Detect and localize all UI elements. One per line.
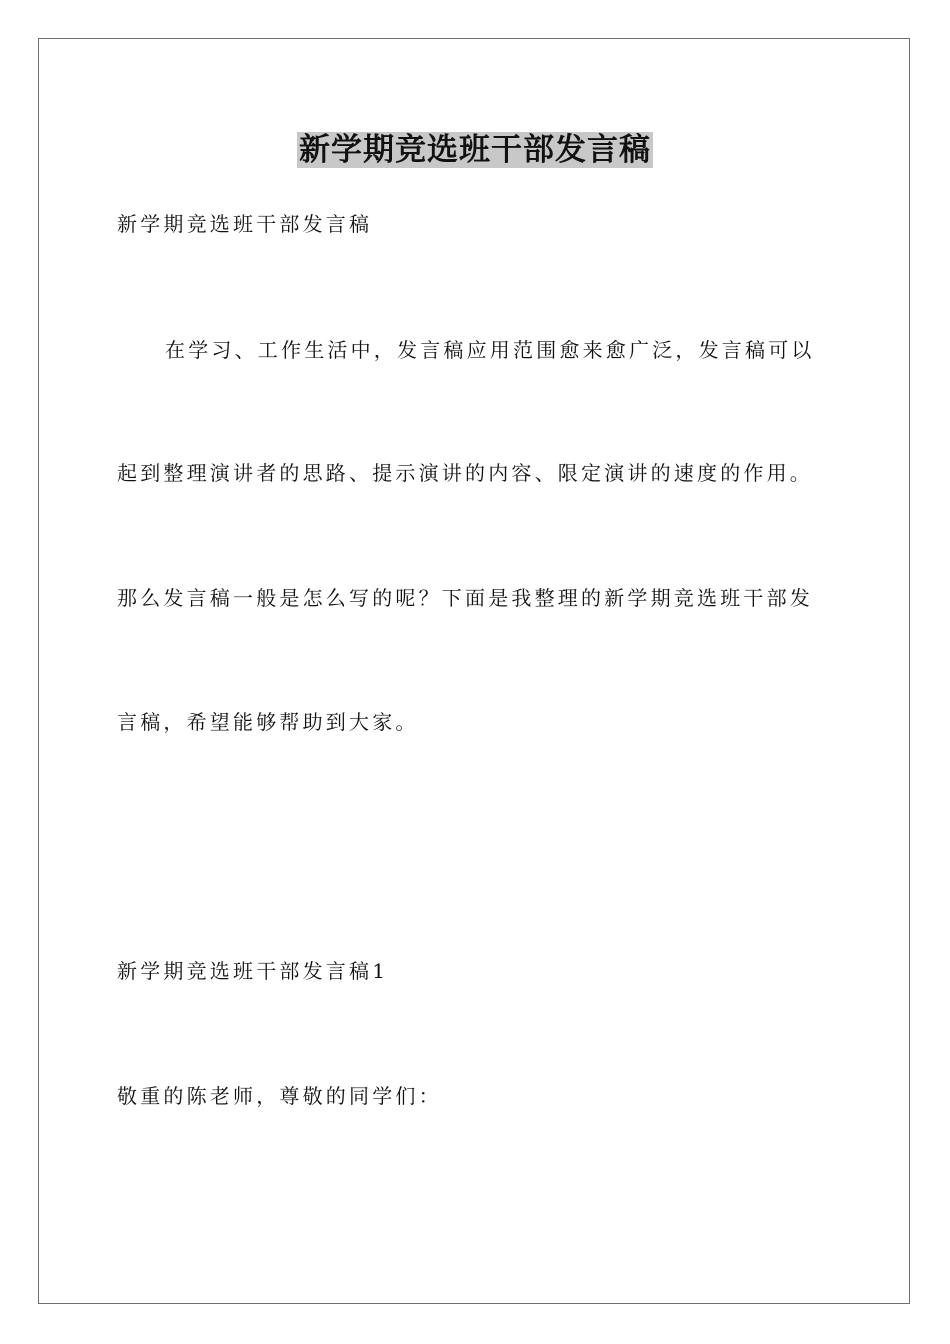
intro-line-1: 在学习、工作生活中，发言稿应用范围愈来愈广泛，发言稿可以 [165,338,815,362]
intro-line-3: 那么发言稿一般是怎么写的呢？下面是我整理的新学期竞选班干部发 [117,586,813,610]
intro-line-4: 言稿，希望能够帮助到大家。 [117,710,419,734]
document-subtitle: 新学期竞选班干部发言稿 [117,212,373,236]
section-heading: 新学期竞选班干部发言稿1 [117,959,389,983]
intro-line-2: 起到整理演讲者的思路、提示演讲的内容、限定演讲的速度的作用。 [117,461,813,485]
document-title [0,128,950,172]
greeting: 敬重的陈老师，尊敬的同学们： [117,1084,442,1108]
document-title-text: 新学期竞选班干部发言稿 [299,132,651,168]
